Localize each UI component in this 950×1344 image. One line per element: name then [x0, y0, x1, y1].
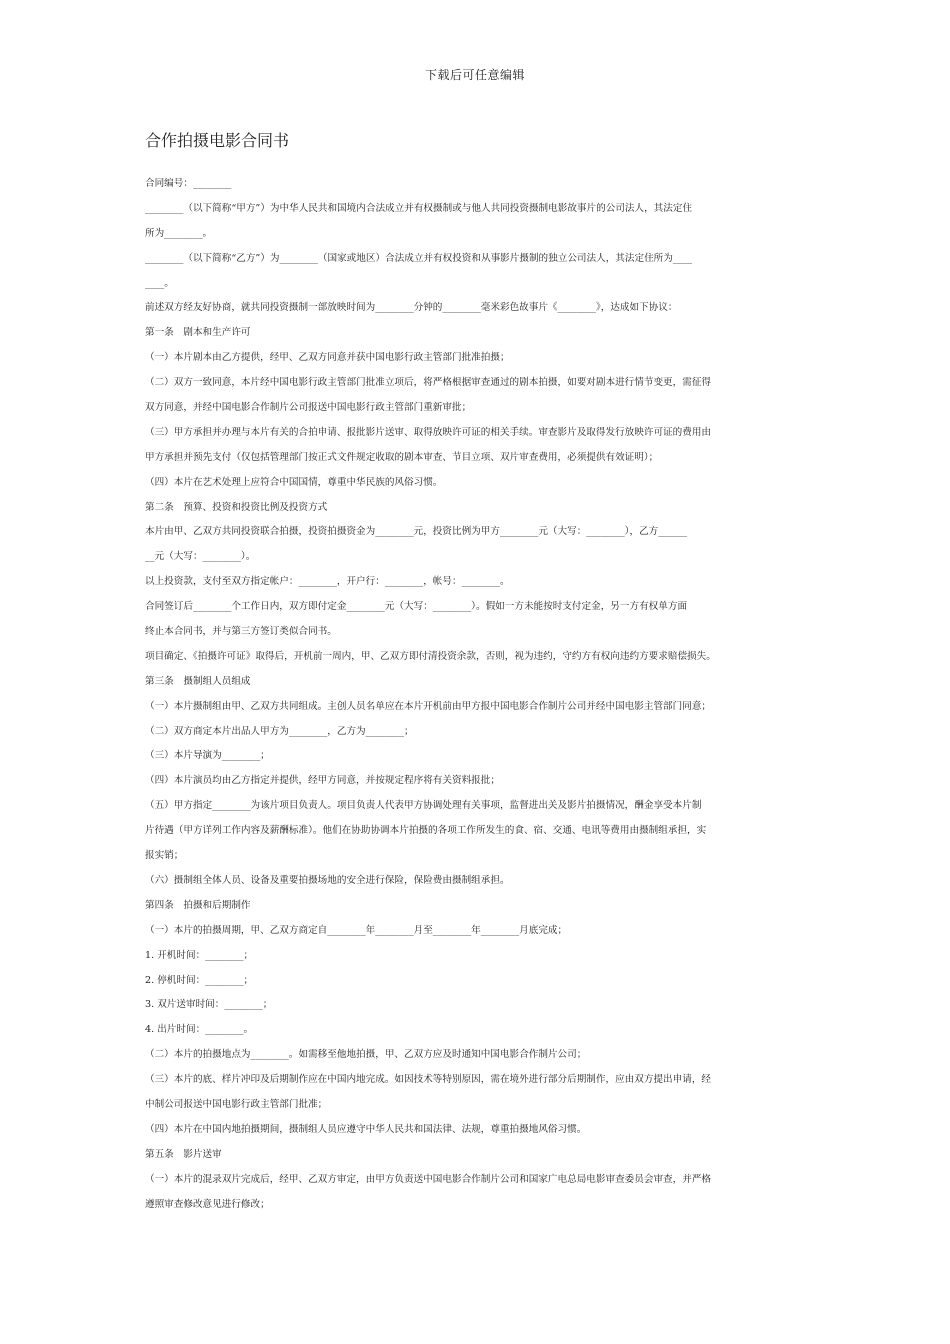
contract-line: （四）本片在艺术处理上应符合中国国情，尊重中华民族的风俗习惯。 — [145, 476, 443, 488]
contract-line: （三）本片导演为________； — [145, 750, 270, 762]
contract-line: ____。 — [145, 277, 174, 289]
contract-line: 4. 出片时间：________。 — [145, 1024, 254, 1036]
contract-line: 合同签订后________个工作日内，双方即付定金________元（大写：________）。假如一方未能按时支付定金，另一方有权单方面 — [145, 601, 688, 613]
contract-line: 第三条 摄制组人员组成 — [145, 675, 251, 687]
contract-line: （二）本片的拍摄地点为________。如需移至他地拍摄，甲、乙双方应及时通知中国电影合作制片公司； — [145, 1049, 587, 1061]
contract-line: （一）本片剧本由乙方提供，经甲、乙双方同意并获中国电影行政主管部门批准拍摄； — [145, 352, 510, 364]
contract-line: （三）甲方承担并办理与本片有关的合拍申请、报批影片送审、取得放映许可证的相关手续。审查影片及取得发行放映许可证的费用由 — [145, 426, 712, 438]
contract-line: （一）本片的混录双片完成后，经甲、乙双方审定，由甲方负责送中国电影合作制片公司和国家广电总局电影审查委员会审查，并严格 — [145, 1173, 712, 1185]
contract-line: （六）摄制组全体人员、设备及重要拍摄场地的安全进行保险，保险费由摄制组承担。 — [145, 874, 510, 886]
contract-line: （三）本片的底、样片冲印及后期制作应在中国内地完成。如因技术等特别原因，需在境外进行部分后期制作，应由双方提出申请，经 — [145, 1074, 712, 1086]
header-note: 下载后可任意编辑 — [424, 68, 525, 82]
contract-line: 甲方承担并预先支付（仅包括管理部门按正式文件规定收取的剧本审查、节目立项、双片审查费用，必须提供有效证明）； — [145, 451, 659, 463]
document-title: 合作拍摄电影合同书 — [145, 131, 290, 150]
contract-line: 项目确定、《拍摄许可证》取得后，开机前一周内，甲、乙双方即付清投资余款，否则，视为违约，守约方有权向违约方要求赔偿损失。 — [145, 650, 716, 662]
contract-line: __元（大写：________）。 — [145, 551, 256, 563]
contract-line: ________（以下简称“甲方”）为中华人民共和国境内合法成立并有权摄制或与他人共同投资摄制电影故事片的公司法人，其法定住 — [145, 202, 693, 214]
contract-line: 2. 停机时间：________； — [145, 974, 254, 986]
contract-line: 片待遇（甲方详列工作内容及薪酬标准）。他们在协助协调本片拍摄的各项工作所发生的食、宿、交通、电讯等费用由摄制组承担，实 — [145, 825, 707, 837]
contract-line: 第一条 剧本和生产许可 — [145, 327, 251, 339]
contract-line: 3. 双片送审时间：________； — [145, 999, 273, 1011]
contract-line: （四）本片演员均由乙方指定并提供，经甲方同意，并按规定程序将有关资料报批； — [145, 775, 500, 787]
contract-line: 第五条 影片送审 — [145, 1148, 222, 1160]
contract-line: 前述双方经友好协商，就共同投资摄制一部放映时间为________分钟的________毫米彩色故事片《________》，达成如下协议： — [145, 302, 678, 314]
contract-line: （二）双方一致同意，本片经中国电影行政主管部门批准立项后，将严格根据审查通过的剧本拍摄，如要对剧本进行情节变更，需征得 — [145, 377, 712, 389]
contract-body — [145, 172, 807, 1217]
contract-line: （一）本片的拍摄周期，甲、乙双方商定自________年________月至________年________月底完成； — [145, 924, 568, 936]
contract-line: （四）本片在中国内地拍摄期间，摄制组人员应遵守中华人民共和国法律、法规，尊重拍摄地风俗习惯。 — [145, 1123, 587, 1135]
contract-line: 以上投资款，支付至双方指定帐户：________，开户行：________，帐号：________。 — [145, 576, 510, 588]
contract-line: 第四条 拍摄和后期制作 — [145, 899, 251, 911]
contract-line: 终止本合同书，并与第三方签订类似合同书。 — [145, 626, 337, 638]
contract-line: 1. 开机时间：________； — [145, 949, 254, 961]
contract-line: ________（以下简称“乙方”）为________（国家或地区）合法成立并有权投资和从事影片摄制的独立公司法人，其法定住所为____ — [145, 252, 693, 264]
contract-line: 中制公司报送中国电影行政主管部门批准； — [145, 1098, 328, 1110]
contract-line: 所为________。 — [145, 227, 213, 239]
contract-line: （二）双方商定本片出品人甲方为________，乙方为________； — [145, 725, 414, 737]
contract-line: （五）甲方指定________为该片项目负责人。项目负责人代表甲方协调处理有关事项，监督进出关及影片拍摄情况，酬金享受本片制 — [145, 800, 702, 812]
contract-line: 遵照审查修改意见进行修改； — [145, 1198, 270, 1210]
contract-line: 第二条 预算、投资和投资比例及投资方式 — [145, 501, 328, 513]
contract-line: 报实销； — [145, 850, 184, 862]
contract-line: 本片由甲、乙双方共同投资联合拍摄，投资拍摄资金为________元，投资比例为甲方________元（大写：________），乙方______ — [145, 526, 688, 538]
contract-line: 双方同意，并经中国电影合作制片公司报送中国电影行政主管部门重新审批； — [145, 402, 472, 414]
contract-line: 合同编号：________ — [145, 178, 232, 189]
contract-line: （一）本片摄制组由甲、乙双方共同组成。主创人员名单应在本片开机前由甲方报中国电影合作制片公司并经中国电影主管部门同意； — [145, 700, 712, 712]
